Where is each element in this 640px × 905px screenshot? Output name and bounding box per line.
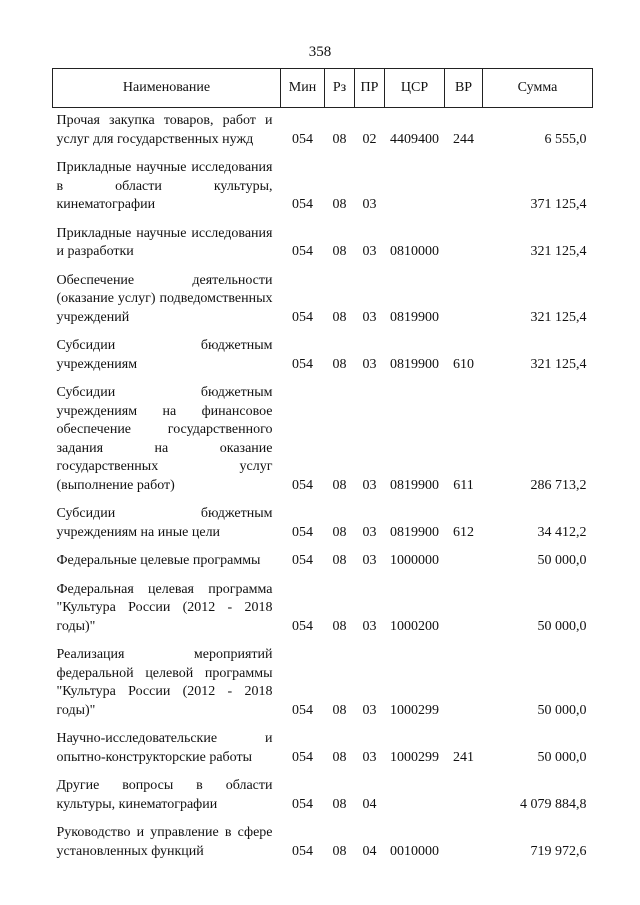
row-csr: 1000299	[390, 702, 439, 718]
row-pr: 03	[362, 197, 377, 212]
row-sum: 50 000,0	[537, 702, 587, 718]
row-name: Субсидии бюджетным учреждениям на иные цели	[56, 506, 273, 540]
row-min: 054	[292, 477, 313, 493]
page-number: 358	[308, 44, 332, 60]
row-sum: 321 125,4	[530, 309, 587, 325]
row-vr: 612	[453, 524, 474, 540]
row-sum: 286 713,2	[530, 477, 587, 493]
header-rz: Рз	[325, 69, 355, 108]
row-vr	[445, 548, 483, 577]
row-rz: 08	[332, 197, 347, 212]
row-min: 054	[292, 309, 313, 325]
row-csr: 0819900	[390, 356, 439, 372]
row-pr: 03	[362, 702, 377, 718]
row-rz: 08	[332, 796, 347, 812]
row-csr: 1000200	[390, 618, 439, 634]
row-rz: 08	[332, 356, 347, 372]
row-name: Научно-исследовательские и опытно-конструкторские работы	[56, 731, 273, 765]
row-name: Федеральная целевая программа "Культура России (2012 - 2018 годы)"	[56, 581, 273, 634]
row-vr: 241	[453, 749, 474, 765]
row-name: Прочая закупка товаров, работ и услуг для государственных нужд	[56, 113, 273, 147]
row-min: 054	[292, 749, 313, 765]
table-row	[53, 726, 593, 773]
row-name: Другие вопросы в области культуры, кинематографии	[56, 778, 273, 812]
row-rz: 08	[332, 524, 347, 540]
row-vr	[445, 268, 483, 334]
row-csr: 0819900	[390, 524, 439, 540]
table-row	[53, 333, 593, 380]
row-sum: 6 555,0	[544, 131, 587, 147]
budget-table	[52, 68, 593, 867]
row-sum: 50 000,0	[537, 749, 587, 765]
row-rz: 08	[332, 749, 347, 765]
row-sum: 371 125,4	[530, 197, 587, 212]
row-csr: 1000000	[390, 553, 439, 568]
row-min: 054	[292, 197, 313, 212]
table-row	[53, 820, 593, 867]
table-row	[53, 268, 593, 334]
row-csr: 1000299	[390, 749, 439, 765]
row-rz: 08	[332, 553, 347, 568]
row-csr	[385, 773, 445, 820]
row-vr	[445, 155, 483, 221]
table-header-row	[53, 69, 593, 108]
row-min: 054	[292, 131, 313, 147]
header-min: Мин	[281, 69, 325, 108]
row-pr: 04	[362, 843, 377, 859]
row-min: 054	[292, 524, 313, 540]
row-sum: 321 125,4	[530, 244, 587, 259]
row-name: Субсидии бюджетным учреждениям	[56, 338, 273, 372]
row-vr	[445, 642, 483, 726]
row-pr: 03	[362, 309, 377, 325]
row-vr: 610	[453, 356, 474, 372]
row-sum: 50 000,0	[537, 553, 587, 568]
row-pr: 03	[362, 524, 377, 540]
row-rz: 08	[332, 477, 347, 493]
row-name: Руководство и управление в сфере установленных функций	[56, 825, 273, 859]
table-row	[53, 577, 593, 643]
row-name: Обеспечение деятельности (оказание услуг) подведомственных учреждений	[56, 272, 273, 325]
row-rz: 08	[332, 618, 347, 634]
table-row	[53, 501, 593, 548]
row-rz: 08	[332, 702, 347, 718]
row-pr: 03	[362, 618, 377, 634]
row-sum: 321 125,4	[530, 356, 587, 372]
row-vr	[445, 820, 483, 867]
row-csr: 0010000	[390, 843, 439, 859]
header-csr: ЦСР	[385, 69, 445, 108]
row-csr: 0810000	[390, 244, 439, 259]
row-rz: 08	[332, 244, 347, 259]
row-pr: 03	[362, 356, 377, 372]
header-vr: ВР	[445, 69, 483, 108]
table-row	[53, 548, 593, 577]
row-min: 054	[292, 356, 313, 372]
row-pr: 03	[362, 749, 377, 765]
row-csr	[385, 155, 445, 221]
row-sum: 50 000,0	[537, 618, 587, 634]
table-row	[53, 221, 593, 268]
row-min: 054	[292, 553, 313, 568]
row-name: Прикладные научные исследования и разработки	[56, 225, 273, 259]
table-row	[53, 642, 593, 726]
row-rz: 08	[332, 309, 347, 325]
row-name: Реализация мероприятий федеральной целевой программы "Культура России (2012 - 2018 годы)"	[56, 647, 273, 718]
row-min: 054	[292, 796, 313, 812]
row-rz: 08	[332, 131, 347, 147]
row-csr: 0819900	[390, 477, 439, 493]
header-name: Наименование	[53, 69, 281, 108]
row-pr: 02	[362, 131, 377, 147]
row-vr: 244	[453, 131, 474, 147]
table-row	[53, 773, 593, 820]
table-row	[53, 380, 593, 501]
row-sum: 34 412,2	[537, 524, 587, 540]
row-rz: 08	[332, 843, 347, 859]
row-vr	[445, 221, 483, 268]
row-pr: 03	[362, 553, 377, 568]
row-min: 054	[292, 702, 313, 718]
row-name: Федеральные целевые программы	[56, 553, 261, 568]
header-sum: Сумма	[483, 69, 593, 108]
row-vr	[445, 577, 483, 643]
row-csr: 4409400	[390, 131, 439, 147]
row-pr: 03	[362, 244, 377, 259]
row-sum: 719 972,6	[530, 843, 587, 859]
row-min: 054	[292, 618, 313, 634]
row-min: 054	[292, 843, 313, 859]
row-name: Прикладные научные исследования в области культуры, кинематографии	[56, 160, 273, 212]
row-vr	[445, 773, 483, 820]
table-row	[53, 108, 593, 156]
row-min: 054	[292, 244, 313, 259]
row-csr: 0819900	[390, 309, 439, 325]
row-pr: 03	[362, 477, 377, 493]
row-pr: 04	[362, 796, 377, 812]
row-name: Субсидии бюджетным учреждениям на финансовое обеспечение государственного задания на оказание государственных услуг (выполнение работ)	[56, 385, 273, 493]
header-pr: ПР	[355, 69, 385, 108]
row-vr: 611	[453, 477, 474, 493]
row-sum: 4 079 884,8	[520, 796, 587, 812]
table-row	[53, 155, 593, 221]
